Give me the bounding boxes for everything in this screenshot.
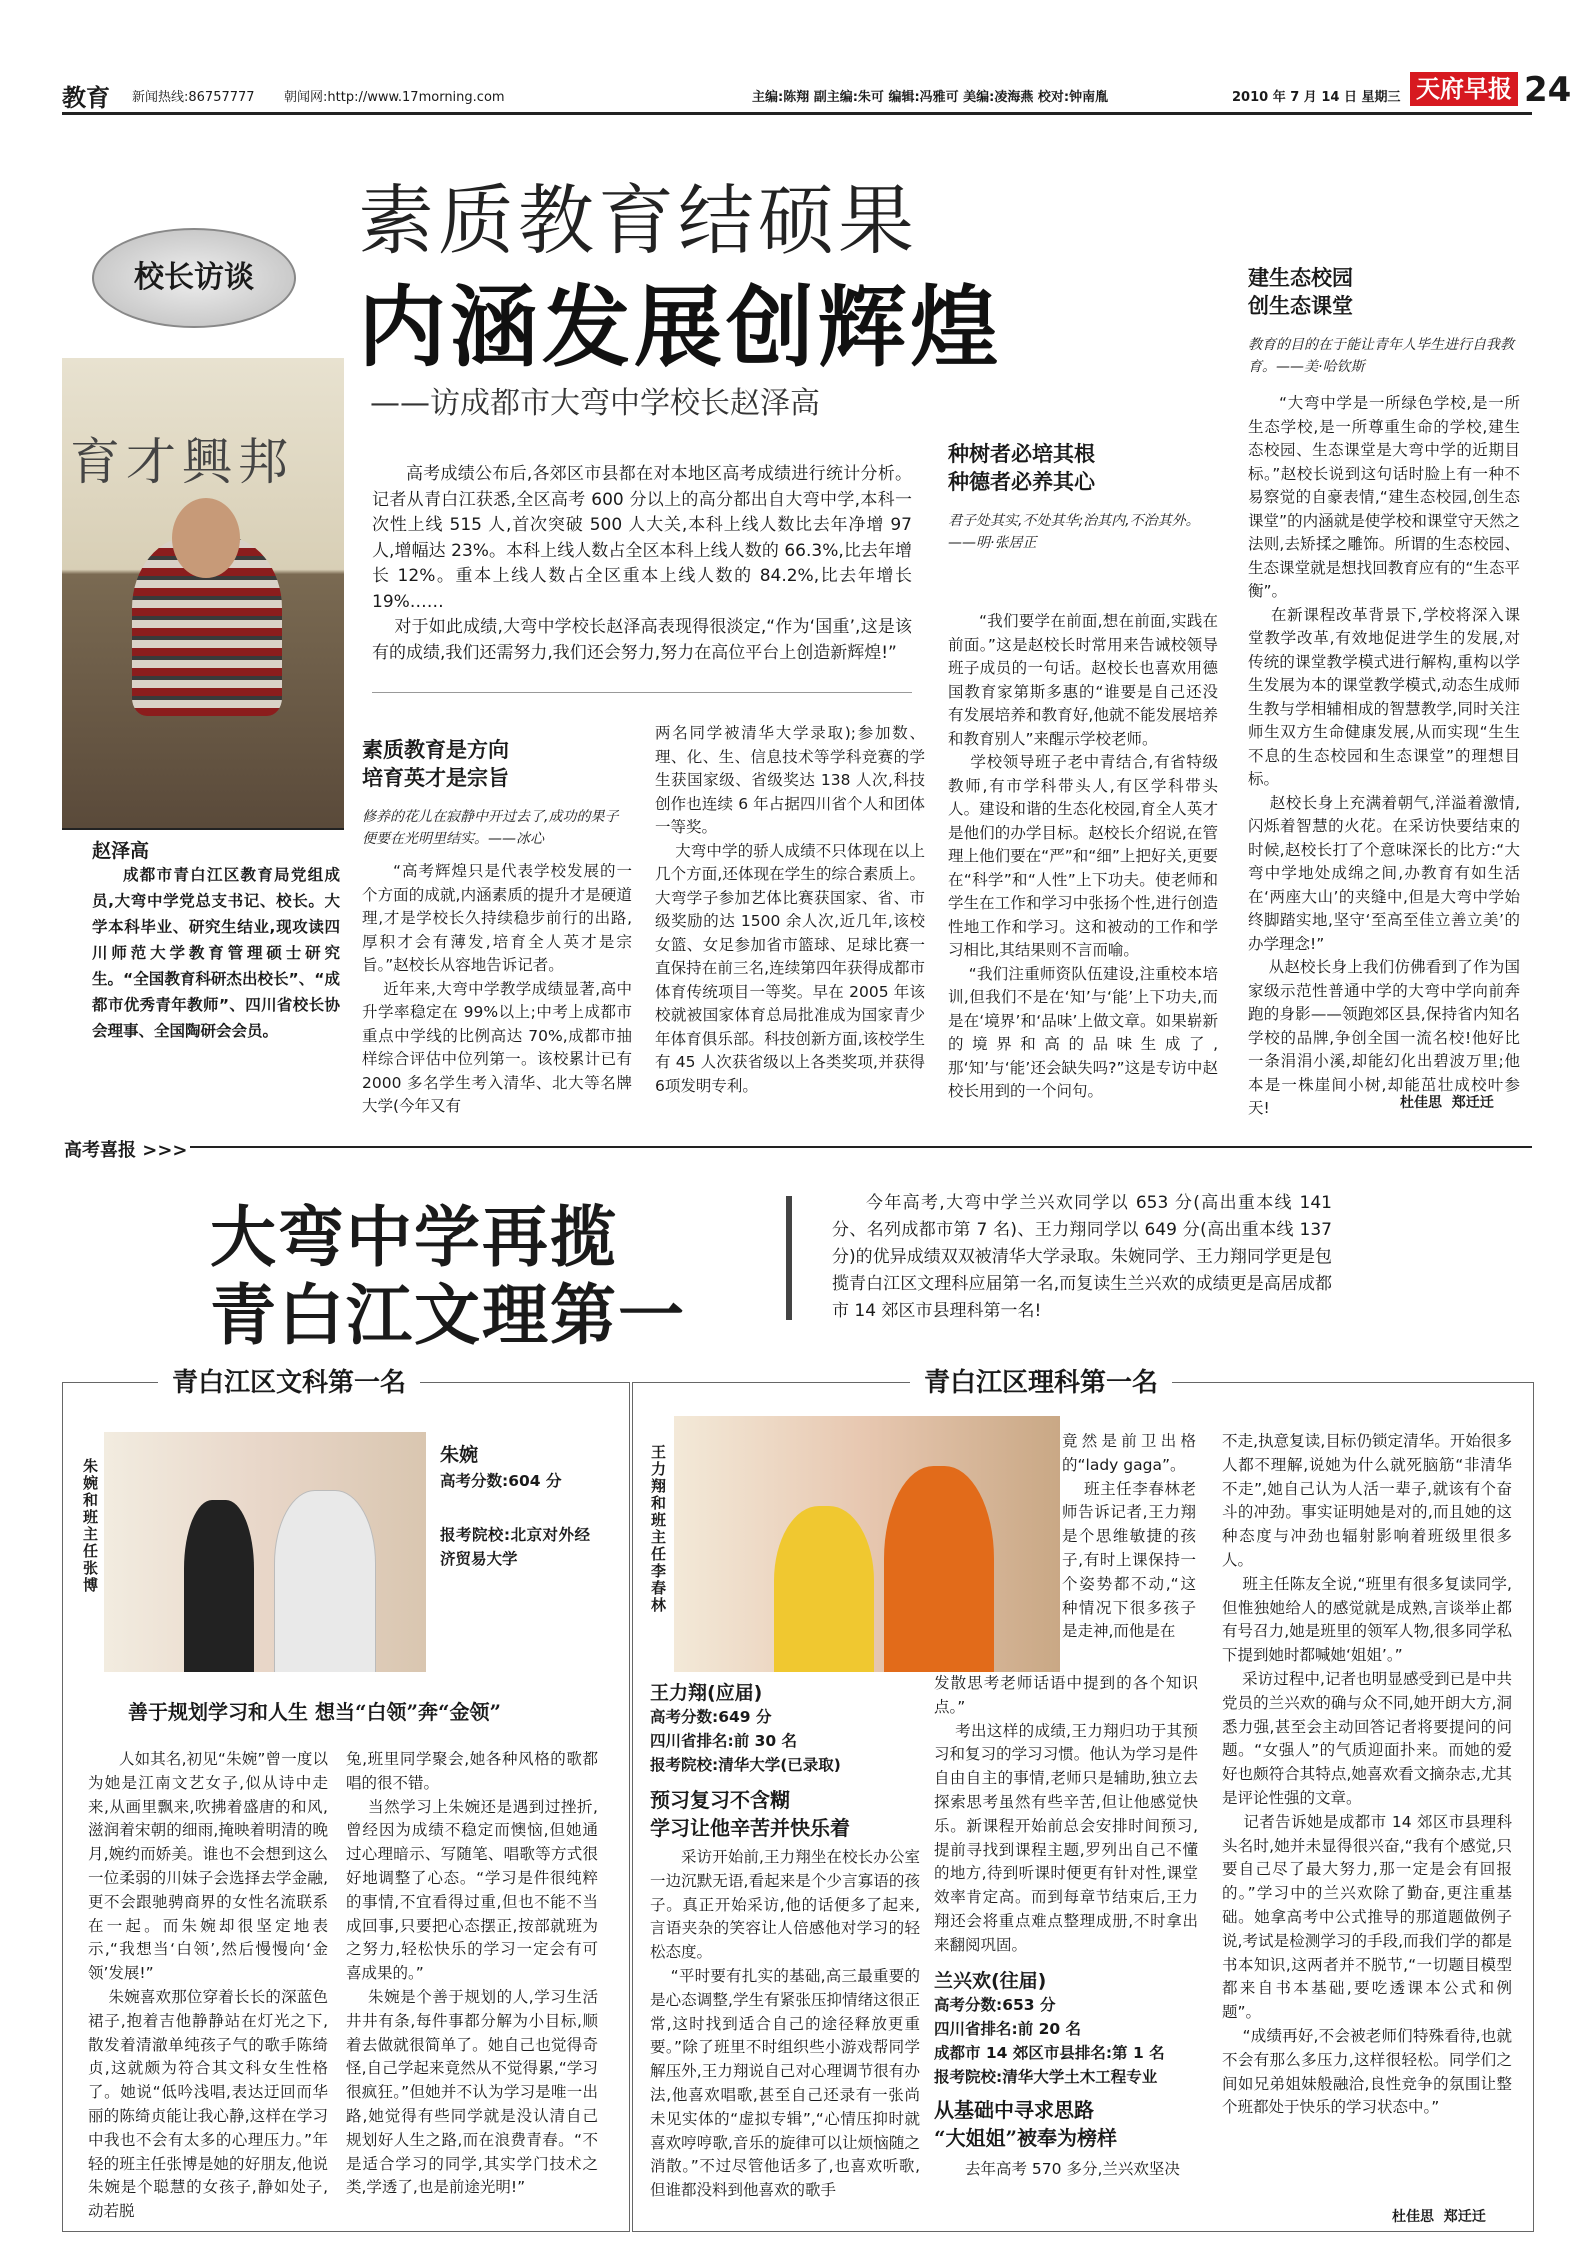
science-body2: 去年高考 570 多分,兰兴欢坚决 (965, 2160, 1180, 2178)
arts-col1: 人如其名,初见“朱婉”曾一度以为她是江南文艺女子,似从诗中走来,从画里飘来,吹拂着盛唐的和风,滋润着宋朝的细雨,掩映着明清的晚月,婉约而娇美。谁也不会想到这么一位柔弱的川妹子会选择去学金融,更不会跟驰骋商界的女性名流联系在一起。而朱婉却很坚定地表示,“我想当‘白领’,然后慢慢向‘金领’发展!” 朱婉喜欢那位穿着长长的深蓝色裙子,抱着吉他静静站在灯光之下,散发着清澈单纯孩子气的歌手陈绮贞,这就颇为符合其文科女生性格了。她说“低吟浅唱,表达迂回而华丽的陈绮贞能让我心静,这样在学习中我也不会有太多的心理压力。”年轻的班主任张博是她的好朋友,他说朱婉是个聪慧的女孩子,静如处子,动若脱 (88, 1750, 328, 2221)
sec2-quote: 君子处其实,不处其华;治其内,不治其外。——明·张居正 (948, 513, 1200, 551)
teacher-figure-lichunlin (774, 1506, 874, 1672)
interview-title-line2: 内涵发展创辉煌 (358, 276, 1003, 379)
science-school2: 报考院校:清华大学土木工程专业 (934, 2068, 1158, 2086)
interview-intro: 高考成绩公布后,各郊区市县都在对本地区高考成绩进行统计分析。记者从青白江获悉,全区高考 600 分以上的高分都出自大弯中学,本科一次性上线 515 人,首次突破 500 人大关,本科上线人数比去年净增 97 人,增幅达 23%。本科上线人数占全区本科上线人数的 66.3%,比去年增长 12%。重本上线人数占全区重本上线人数的 84.2%,比去年增长 19%…… 对于如此成绩,大弯中学校长赵泽高表现得很淡定,“作为‘国重’,这是该有的成绩,我们还需努力,我们还会努力,努力在高位平台上创造新辉煌!” (372, 464, 912, 663)
interview-byline: 杜佳思 郑迁迁 (1400, 1095, 1494, 1111)
arts-photo-caption: 朱婉和班主任张博 (81, 1458, 99, 1594)
gaokao-section-rule (190, 1146, 1532, 1148)
arts-score: 高考分数:604 分 (440, 1472, 562, 1490)
science-subhead2: 从基础中寻求思路 “大姐姐”被奉为榜样 (934, 2098, 1118, 2150)
science-photo-caption: 王力翔和班主任李春林 (649, 1444, 667, 1614)
header-rule (62, 112, 1532, 115)
sec1-quote: 修养的花儿在寂静中开过去了,成功的果子便要在光明里结实。——冰心 (362, 809, 619, 847)
badge-label: 校长访谈 (134, 260, 254, 295)
science-col3: 不走,执意复读,目标仍锁定清华。开始很多人都不理解,说她为什么就死脑筋“非清华不走”,她自己认为人活一辈子,就该有个奋斗的冲劲。事实证明她是对的,而且她的这种态度与冲劲也辐射影响着班级里很多人。 班主任陈友全说,“班里有很多复读同学,但惟独她给人的感觉就是成熟,言谈举止都有号召力,她是班里的领军人物,很多同学私下提到她时都喊她‘姐姐’。” 采访过程中,记者也明显感受到已是中共党员的兰兴欢的确与众不同,她开朗大方,洞悉力强,甚至会主动回答记者将要提问的问题。“女强人”的气质迎面扑来。而她的爱好也颇符合其特点,她喜欢看文摘杂志,尤其是评论性强的文章。 记者告诉她是成都市 14 郊区市县理科头名时,她并未显得很兴奋,“我有个感觉,只要自己尽了最大努力,那一定是会有回报的。”学习中的兰兴欢除了勤奋,更注重基础。她拿高考中公式推导的那道题做例子说,考试是检测学习的手段,而我们学的都是书本知识,这两者并不脱节,“一切题目模型都来自书本基础,要吃透课本公式和例题”。 “成绩再好,不会被老师们特殊看待,也就不会有那么多压力,这样很轻松。同学们之间如兄弟姐妹般融洽,良性竞争的氛围让整个班都处于快乐的学习状态中。” (1222, 1432, 1512, 2117)
principal-head (172, 498, 240, 578)
science-body1: 采访开始前,王力翔坐在校长办公室一边沉默无语,看起来是个少言寡语的孩子。真正开始采访,他的话便多了起来,言语夹杂的笑容让人倍感他对学习的轻松态度。 “平时要有扎实的基础,高三最重要的是心态调整,学生有紧张压抑情绪这很正常,这时找到适合自己的途径释放更重要。”除了班里不时组织些小游戏帮同学解压外,王力翔说自己对心理调节很有办法,他喜欢唱歌,甚至自己还录有一张尚未见实体的“虚拟专辑”,“心情压抑时就喜欢哼哼歌,音乐的旋律可以让烦恼随之消散。”不过尽管他话多了,也喜欢听歌,但谁都没料到他喜欢的歌手 (650, 1848, 920, 2200)
student-figure-zhuwan (184, 1500, 254, 1672)
science-byline: 杜佳思 郑迁迁 (1392, 2209, 1486, 2225)
sec1-body: “高考辉煌只是代表学校发展的一个方面的成就,内涵素质的提升才是硬道理,才是学校长久持续稳步前行的出路,厚积才会有薄发,培育全人英才是宗旨。”赵校长从容地告诉记者。 近年来,大弯中学教学成绩显著,高中升学率稳定在 99%以上;中考上成都市重点中学线的比例高达 70%,成都市抽样综合评估中位列第一。该校累计已有 2000 多名学生考入清华、北大等名牌大学(今年又有 (362, 862, 632, 1115)
arts-header: 青白江区文科第一名 (158, 1362, 420, 1399)
arts-col2: 兔,班里同学聚会,她各种风格的歌都唱的很不错。 当然学习上朱婉还是遇到过挫折,曾经因为成绩不稳定而懊恼,但她通过心理暗示、写随笔、唱歌等方式很好地调整了心态。“学习是件很纯粹的事情,不宜看得过重,但也不能不当成回事,只要把心态摆正,按部就班为之努力,轻松快乐的学习一定会有可喜成果的。” 朱婉是个善于规划的人,学习生活井井有条,每件事都分解为小目标,顺着去做就很简单了。她自己也觉得奇怪,自己学起来竟然从不觉得累,“学习很疯狂。”但她并不认为学习是唯一出路,她觉得有些同学就是没认清自己规划好人生之路,而在浪费青春。“不是适合学习的同学,其实学门技术之类,学透了,也是前途光明!” (346, 1750, 598, 2197)
science-subhead1: 预习复习不含糊 学习让他辛苦并快乐着 (650, 1788, 850, 1840)
science-header: 青白江区理科第一名 (910, 1362, 1172, 1399)
student-figure-wanglixiang (884, 1466, 994, 1672)
interview-col2: 两名同学被清华大学录取);参加数、理、化、生、信息技术等学科竞赛的学生获国家级、省级奖达 138 人次,科技创作也连续 6 年占据四川省个人和团体一等奖。 大弯中学的骄人成绩不只体现在以上几个方面,还体现在学生的综合素质上。大弯学子参加艺体比赛获国家、省、市级奖励的达 1500 余人次,近几年,该校女篮、女足参加省市篮球、足球比赛一直保持在前三名,连续第四年获得成都市体育传统项目一等奖。早在 2005 年该校就被国家体育总局批准成为国家青少年体育俱乐部。科技创新方面,该校学生有 45 人次获省级以上各类奖项,并获得 6项发明专利。 (655, 724, 925, 1095)
science-col2b: 发散思考老师话语中提到的各个知识点。” 考出这样的成绩,王力翔归功于其预习和复习的学习习惯。他认为学习是件自由自主的事情,老师只是辅助,独立去探索思考虽然有些辛苦,但让他感觉快乐。新课程开始前总会安排时间预习,提前寻找到课程主题,罗列出自己不懂的地方,待到听课时便更有针对性,课堂效率肯定高。而到每章节结束后,王力翔还会将重点难点整理成册,不时拿出来翻阅巩固。 (934, 1674, 1198, 1954)
photo-caption-rule (62, 828, 344, 830)
interview-badge (92, 228, 296, 328)
calligraphy-scroll: 育才興邦 (70, 433, 294, 491)
credits: 主编:陈翔 副主编:朱可 编辑:冯雅可 美编:凌海燕 校对:钟南胤 (752, 90, 1109, 105)
gaokao-summary: 今年高考,大弯中学兰兴欢同学以 653 分(高出重本线 141 分、名列成都市第 7 名)、王力翔同学以 649 分(高出重本线 137 分)的优异成绩双双被清华大学录取。朱婉同学、王力翔同学更是包揽青白江区文理科应届第一名,而复读生兰兴欢的成绩更是高居成都市 14 郊区市县理科第一名! (832, 1193, 1338, 1321)
science-col2a: 竟然是前卫出格的“lady gaga”。 班主任李春林老师告诉记者,王力翔是个思维敏捷的孩子,有时上课保持一个姿势都不动,“这种情况下很多孩子是走神,而他是在 (1062, 1432, 1196, 1641)
interview-subtitle: ——访成都市大弯中学校长赵泽高 (370, 386, 820, 421)
science-school1: 报考院校:清华大学(已录取) (650, 1756, 841, 1774)
science-score1: 高考分数:649 分 (650, 1708, 772, 1726)
newspaper-logo: 天府早报 (1410, 72, 1518, 106)
arts-subhead: 善于规划学习和人生 想当“白领”奔“金领” (128, 1700, 501, 1724)
science-photo (674, 1416, 1060, 1672)
sec3-quote: 教育的目的在于能让青年人毕生进行自我教育。——美·哈钦斯 (1248, 337, 1514, 375)
page-number: 24 (1524, 70, 1572, 110)
science-rank2b: 成都市 14 郊区市县排名:第 1 名 (934, 2044, 1165, 2062)
section-name: 教育 (62, 84, 110, 112)
sec1-title: 素质教育是方向 培育英才是宗旨 (362, 737, 509, 790)
gaokao-section-label: 高考喜报 >>> (64, 1140, 188, 1161)
science-name1: 王力翔(应届) (650, 1682, 763, 1704)
science-rank1: 四川省排名:前 30 名 (650, 1732, 798, 1750)
science-rank2: 四川省排名:前 20 名 (934, 2020, 1082, 2038)
sec2-title: 种树者必培其根 种德者必养其心 (948, 441, 1095, 494)
arts-name: 朱婉 (440, 1444, 479, 1466)
gaokao-headline-line1: 大弯中学再揽 (210, 1199, 618, 1276)
hotline: 新闻热线:86757777 (132, 90, 255, 105)
headline-accent-bar (786, 1196, 792, 1320)
intro-bottom-rule (372, 692, 912, 693)
sec3-body: “大弯中学是一所绿色学校,是一所生态学校,是一所尊重生命的学校,建生态校园、生态课堂是大弯中学的近期目标。”赵校长说到这句话时脸上有一种不易察觉的自豪表情,“建生态校园,创生态课堂”的内涵就是使学校和课堂守天然之法则,去矫揉之雕饰。所谓的生态校园、生态课堂就是想找回教育应有的“生态平衡”。 在新课程改革背景下,学校将深入课堂教学改革,有效地促进学生的发展,对传统的课堂教学模式进行解构,重构以学生发展为本的课堂教学模式,动态生成师生教与学相辅相成的智慧教学,同时关注师生双方生命健康发展,从而实现“生生不息的生态校园和生态课堂”的理想目标。 赵校长身上充满着朝气,洋溢着激情,闪烁着智慧的火花。在采访快要结束的时候,赵校长打了个意味深长的比方:“大弯中学地处成绵之间,办教育有如生活在‘两座大山’的夹缝中,但是大弯中学始终脚踏实地,坚守‘至高至佳立善立美’的办学理念!” 从赵校长身上我们仿佛看到了作为国家级示范性普通中学的大弯中学向前奔跑的身影——领跑郊区县,保持省内知名学校的品牌,争创全国一流名校!他好比一条涓涓小溪,却能幻化出碧波万里;他本是一株崖间小树,却能茁壮成校叶参天! (1248, 394, 1520, 1117)
website: 朝闻网:http://www.17morning.com (284, 90, 505, 105)
sec2-body: “我们要学在前面,想在前面,实践在前面。”这是赵校长时常用来告诫校领导班子成员的一句话。赵校长也喜欢用德国教育家第斯多惠的“谁要是自己还没有发展培养和教育好,他就不能发展培养和教育别人”来醒示学校老师。 学校领导班子老中青结合,有省特级教师,有市学科带头人,有区学科带头人。建设和谐的生态化校园,育全人英才是他们的办学目标。赵校长介绍说,在管理上他们要在“严”和“细”上把好关,更要在“科学”和“人性”上下功夫。使老师和学生在工作和学习中张扬个性,进行创造性地工作和学习。这和被动的工作和学习相比,其结果则不言而喻。 “我们注重师资队伍建设,注重校本培训,但我们不是在‘知’与‘能’上下功夫,而是在‘境界’和‘品味’上做文章。如果崭新的境界和高的品味生成了,那‘知’与‘能’还会缺失吗?”这是专访中赵校长用到的一个问句。 (948, 612, 1218, 1100)
principal-photo (62, 358, 344, 828)
bio-name: 赵泽高 (92, 840, 150, 862)
arts-school: 报考院校:北京对外经济贸易大学 (440, 1526, 590, 1568)
page-header (62, 70, 1572, 112)
science-score2: 高考分数:653 分 (934, 1996, 1056, 2014)
interview-title-line1: 素质教育结硕果 (358, 176, 918, 265)
issue-date: 2010 年 7 月 14 日 星期三 (1232, 90, 1401, 105)
teacher-figure-zhangbo (274, 1490, 376, 1672)
gaokao-headline-line2: 青白江文理第一 (210, 1277, 686, 1354)
arts-photo (104, 1432, 426, 1672)
sec3-title: 建生态校园 创生态课堂 (1248, 265, 1353, 318)
science-name2: 兰兴欢(往届) (934, 1970, 1047, 1992)
bio-text: 成都市青白江区教育局党组成员,大弯中学党总支书记、校长。大学本科毕业、研究生结业,现攻读四川师范大学教育管理硕士研究生。“全国教育科研杰出校长”、“成都市优秀青年教师”、四川省校长协会理事、全国陶研会会员。 (92, 866, 340, 1040)
